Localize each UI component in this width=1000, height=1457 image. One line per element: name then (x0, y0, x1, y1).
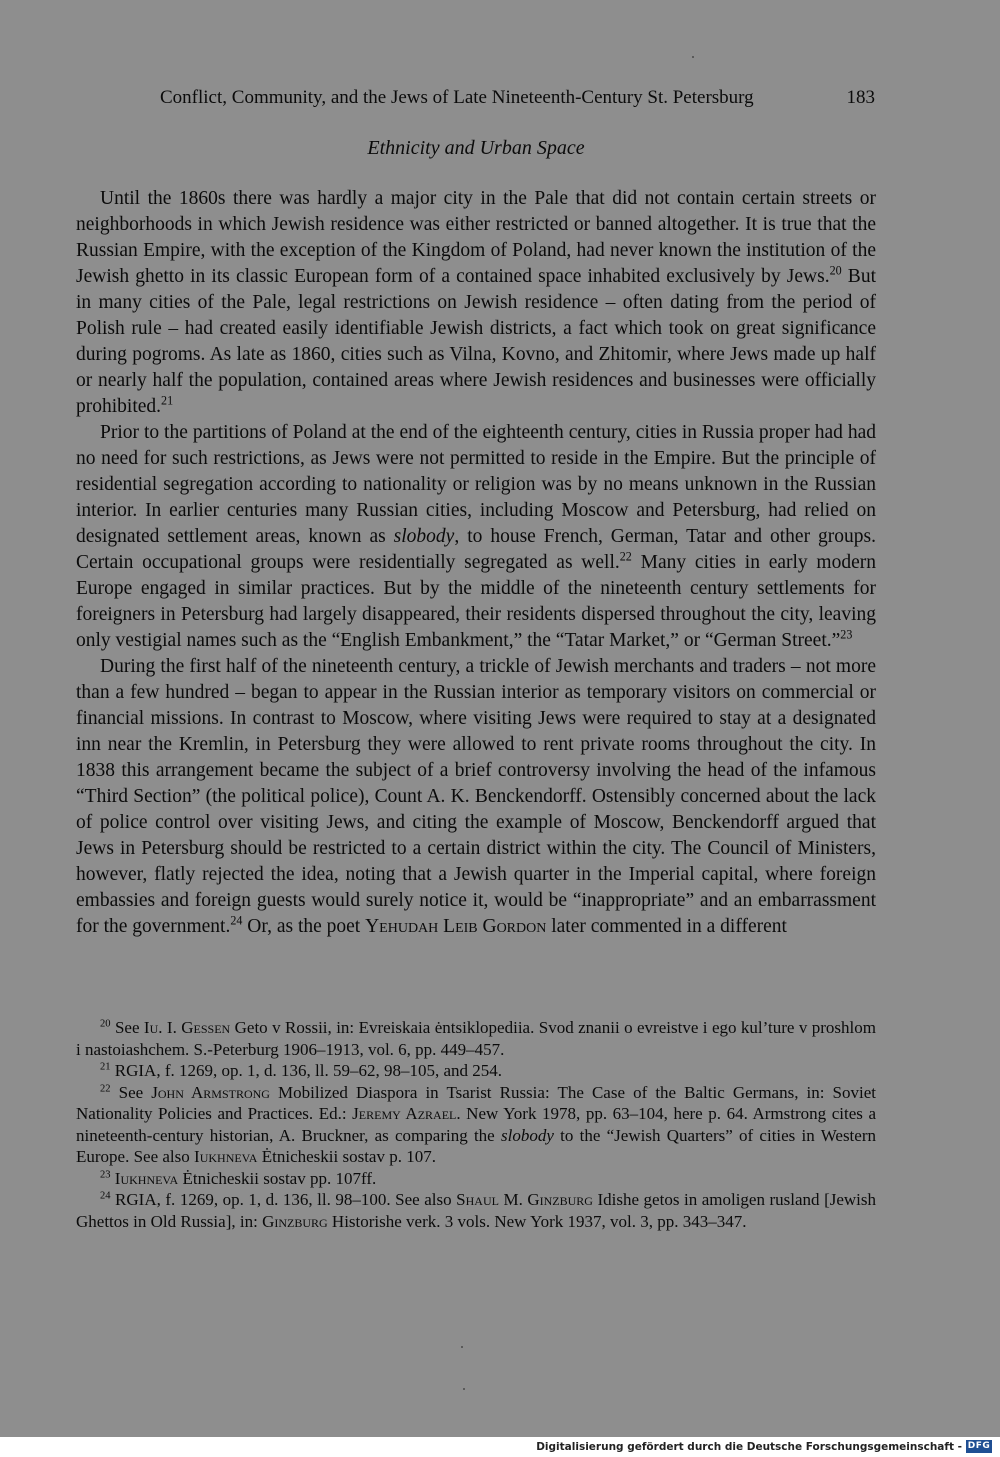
footnote-ref: 23 (840, 627, 853, 642)
footnotes (76, 1017, 876, 1232)
italic-term: slobody (393, 526, 455, 547)
page-number: 183 (846, 87, 875, 108)
scan-speck (692, 56, 694, 58)
footnote-ref: 21 (161, 393, 174, 408)
dfg-logo: DFG (967, 1441, 991, 1451)
footnote-20: $^{20}$ See Iu. I. Gessen Geto v Rossii, in: Evreiskaia ėntsiklopediia. Svod znanii o evreistve i ego kul’ture v proshlom i nastoiashchem. S.-Peterburg 1906–1913, vol. 6, pp. 449–457. (76, 1018, 876, 1059)
scan-speck (461, 1346, 463, 1348)
author-name: Yehudah Leib Gordon (365, 916, 547, 937)
scan-speck (463, 1388, 465, 1390)
running-head (160, 84, 875, 112)
footnote-22: $^{22}$ See John Armstrong Mobilized Diaspora in Tsarist Russia: The Case of the Baltic Germans, in: Soviet Nationality Policies and Practices. Ed.: Jeremy Azrael. New York 1978, pp. 63–104, here p. 64. Armstrong cites a nineteenth-century historian, A. Bruckner, as comparing the slobody to the “Jewish Quarters” of cities in Western Europe. See also Iukhneva Ėtnicheskii sostav p. 107. (76, 1082, 877, 1166)
footnote-ref: 20 (829, 263, 842, 278)
section-title: Ethnicity and Urban Space (367, 137, 585, 159)
footnote-ref: 22 (619, 549, 632, 564)
body-text (76, 186, 876, 940)
footnote-23: $^{23}$ Iukhneva Ėtnicheskii sostav pp. 107ff. (100, 1168, 377, 1188)
digitization-credit: Digitalisierung gefördert durch die Deutsche Forschungsgemeinschaft - (536, 1441, 962, 1453)
paragraph-1: Until the 1860s there was hardly a major city in the Pale that did not contain certain streets or neighborhoods in which Jewish residence was either restricted or banned altogether. It is true that the Russian Empire, with the exception of the Kingdom of Poland, had never known the institution of the Jewish ghetto in its classic European form of a contained space inhabited exclusively by Jews.$^{20}$ But in many cities of the Pale, legal restrictions on Jewish residence – often dating from the period of Polish rule – had created easily identifiable Jewish districts, a fact which took on great significance during pogroms. As late as 1860, cities such as Vilna, Kovno, and Zhitomir, where Jews made up half or nearly half the population, contained areas where Jewish residences and businesses were officially prohibited.$^{21}$ (76, 188, 876, 417)
footnote-24: $^{24}$ RGIA, f. 1269, op. 1, d. 136, ll. 98–100. See also Shaul M. Ginzburg Idishe getos in amoligen rusland [Jewish Ghettos in Old Russia], in: Ginzburg Historishe verk. 3 vols. New York 1937, vol. 3, pp. 343–347. (76, 1190, 877, 1231)
running-title: Conflict, Community, and the Jews of Late Nineteenth-Century St. Petersburg (160, 87, 754, 108)
footnote-ref: 24 (230, 913, 243, 928)
footnote-21: $^{21}$ RGIA, f. 1269, op. 1, d. 136, ll. 59–62, 98–105, and 254. (100, 1061, 502, 1080)
digitization-footer (0, 1437, 1000, 1457)
paragraph-3: During the first half of the nineteenth century, a trickle of Jewish merchants and traders – not more than a few hundred – began to appear in the Russian interior as temporary visitors on commercial or financial missions. In contrast to Moscow, where visiting Jews were required to stay at a designated inn near the Kremlin, in Petersburg they were allowed to rent private rooms throughout the city. In 1838 this arrangement became the subject of a brief controversy involving the head of the infamous “Third Section” (the political police), Count A. K. Benckendorff. Ostensibly concerned about the lack of police control over visiting Jews, and citing the example of Moscow, Benckendorff argued that Jews in Petersburg should be restricted to a certain district within the city. The Council of Ministers, however, flatly rejected the idea, noting that a Jewish quarter in the Imperial capital, where foreign embassies and foreign guests would surely notice it, would be “inappropriate” and an embarrassment for the government.$^{24}$ Or, as the poet Yehudah Leib Gordon later commented in a different (76, 656, 876, 937)
paragraph-2: Prior to the partitions of Poland at the end of the eighteenth century, cities in Russia proper had had no need for such restrictions, as Jews were not permitted to reside in the Empire. But the principle of residential segregation according to nationality or religion was by no means unknown in the Russian interior. In earlier centuries many Russian cities, including Moscow and Petersburg, had relied on designated settlement areas, known as slobody, to house French, German, Tatar and other groups. Certain occupational groups were residentially segregated as well.$^{22}$ Many cities in early modern Europe engaged in similar practices. But by the middle of the nineteenth century settlements for foreigners in Petersburg had largely disappeared, their residents dispersed throughout the city, leaving only vestigial names such as the “English Embankment,” the “Tatar Market,” or “German Street.”$^{23}$ (76, 422, 876, 651)
